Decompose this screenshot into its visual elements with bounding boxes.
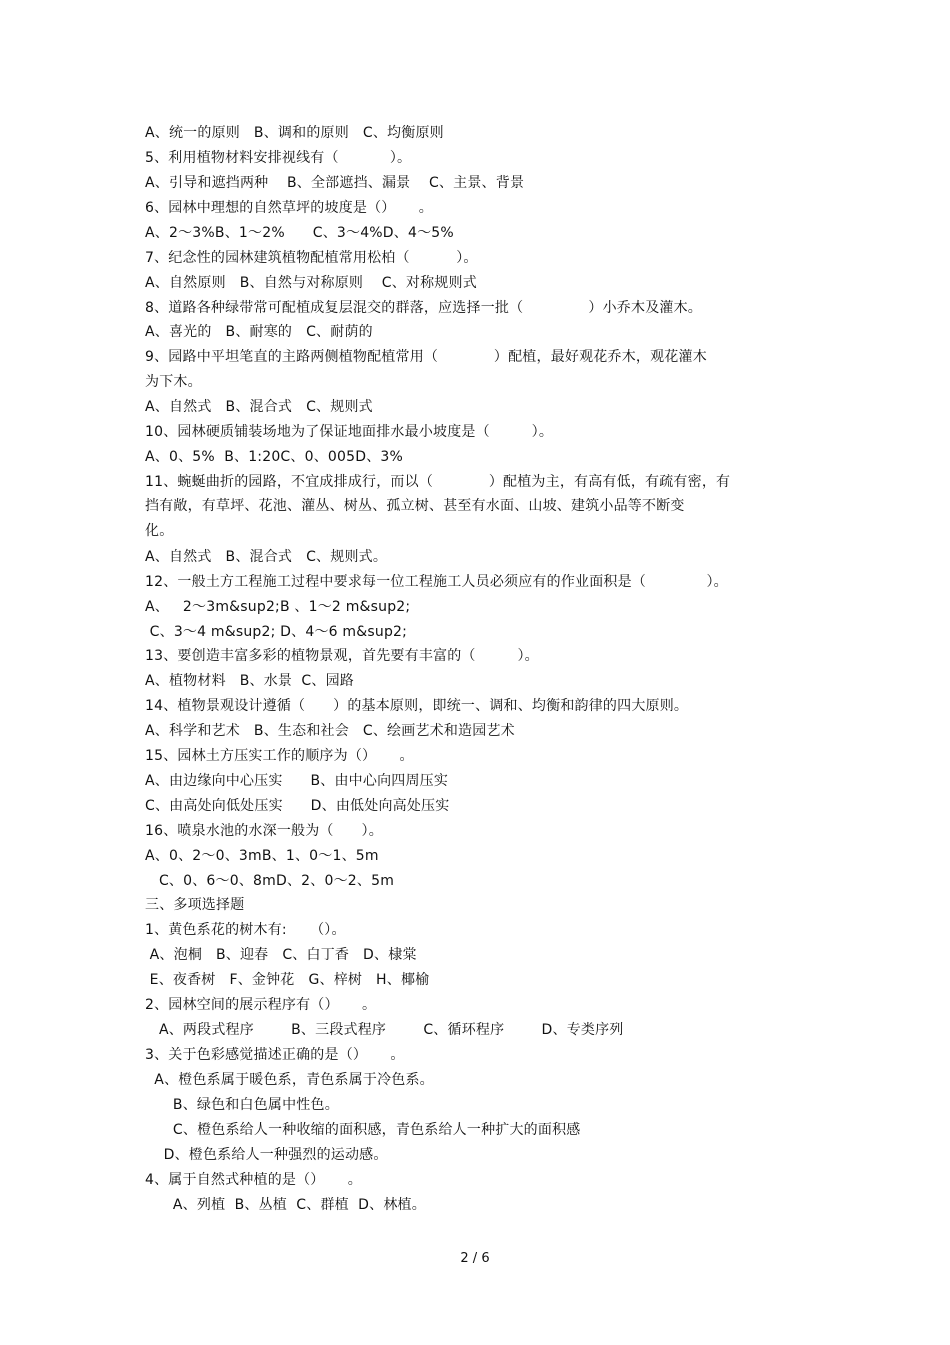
text-line: A、统一的原则 B、调和的原则 C、均衡原则 — [145, 125, 444, 141]
text-line: A、自然式 B、混合式 C、规则式。 — [145, 549, 388, 565]
multi-question-1: 1、黄色系花的树木有: （）。 — [145, 922, 346, 938]
question-7: 7、纪念性的园林建筑植物配植常用松柏（ ）。 — [145, 250, 478, 266]
text-line: A、0、2～0、3mB、1、0～1、5m — [145, 848, 379, 864]
question-5: 5、利用植物材料安排视线有（ ）。 — [145, 150, 412, 166]
text-line: B、绿色和白色属中性色。 — [145, 1097, 339, 1113]
text-line: A、泡桐 B、迎春 C、白丁香 D、棣棠 — [145, 947, 417, 963]
text-line: D、橙色系给人一种强烈的运动感。 — [145, 1147, 388, 1163]
question-15: 15、园林土方压实工作的顺序为（） 。 — [145, 748, 414, 764]
text-line: A、喜光的 B、耐寒的 C、耐荫的 — [145, 324, 373, 340]
question-8: 8、道路各种绿带常可配植成复层混交的群落，应选择一批（ ）小乔木及灌木。 — [145, 300, 703, 316]
multi-question-3: 3、关于色彩感觉描述正确的是（） 。 — [145, 1047, 405, 1063]
text-line: C、橙色系给人一种收缩的面积感，青色系给人一种扩大的面积感 — [145, 1122, 581, 1138]
multi-question-4: 4、属于自然式种植的是（） 。 — [145, 1172, 362, 1188]
question-11: 11、蜿蜒曲折的园路，不宜成排成行，而以（ ）配植为主，有高有低，有疏有密，有 — [145, 474, 731, 490]
text-line: A、0、5% B、1:20C、0、005D、3% — [145, 449, 404, 465]
text-line: A、科学和艺术 B、生态和社会 C、绘画艺术和造园艺术 — [145, 723, 515, 739]
text-line: A、由边缘向中心压实 B、由中心向四周压实 — [145, 773, 449, 789]
text-line: C、3～4 m&sup2; D、4～6 m&sup2; — [145, 624, 408, 640]
question-13: 13、要创造丰富多彩的植物景观，首先要有丰富的（ ）。 — [145, 648, 539, 664]
question-6: 6、园林中理想的自然草坪的坡度是（） 。 — [145, 200, 433, 216]
text-line: A、植物材料 B、水景 C、园路 — [145, 673, 355, 689]
multi-question-2: 2、园林空间的展示程序有（） 。 — [145, 997, 377, 1013]
text-line: 化。 — [145, 523, 174, 539]
section-heading: 三、多项选择题 — [145, 897, 245, 913]
page-number: 2 / 6 — [460, 1251, 490, 1266]
text-line: A、自然式 B、混合式 C、规则式 — [145, 399, 373, 415]
text-line: A、 2～3m&sup2;B 、1～2 m&sup2; — [145, 599, 411, 615]
text-line: A、列植 B、丛植 C、群植 D、林植。 — [145, 1197, 426, 1213]
text-line: A、自然原则 B、自然与对称原则 C、对称规则式 — [145, 275, 477, 291]
question-16: 16、喷泉水池的水深一般为（ ）。 — [145, 823, 383, 839]
text-line: C、0、6～0、8mD、2、0～2、5m — [145, 873, 395, 889]
text-line: A、引导和遮挡两种 B、全部遮挡、漏景 C、主景、背景 — [145, 175, 525, 191]
text-line: A、2～3%B、1～2% C、3～4%D、4～5% — [145, 225, 454, 241]
question-12: 12、一般土方工程施工过程中要求每一位工程施工人员必须应有的作业面积是（ ）。 — [145, 574, 728, 590]
text-line: E、夜香树 F、金钟花 G、梓树 H、椰榆 — [145, 972, 430, 988]
text-line: A、两段式程序 B、三段式程序 C、循环程序 D、专类序列 — [145, 1022, 624, 1038]
text-line: A、橙色系属于暖色系，青色系属于冷色系。 — [145, 1072, 434, 1088]
question-9: 9、园路中平坦笔直的主路两侧植物配植常用（ ）配植，最好观花乔木，观花灌木 — [145, 349, 707, 365]
question-14: 14、植物景观设计遵循（ ）的基本原则，即统一、调和、均衡和韵律的四大原则。 — [145, 698, 689, 714]
question-10: 10、园林硬质铺装场地为了保证地面排水最小坡度是（ ）。 — [145, 424, 554, 440]
text-line: 挡有敞，有草坪、花池、灌丛、树丛、孤立树、甚至有水面、山坡、建筑小品等不断变 — [145, 498, 685, 514]
text-line: 为下木。 — [145, 374, 202, 390]
text-line: C、由高处向低处压实 D、由低处向高处压实 — [145, 798, 450, 814]
